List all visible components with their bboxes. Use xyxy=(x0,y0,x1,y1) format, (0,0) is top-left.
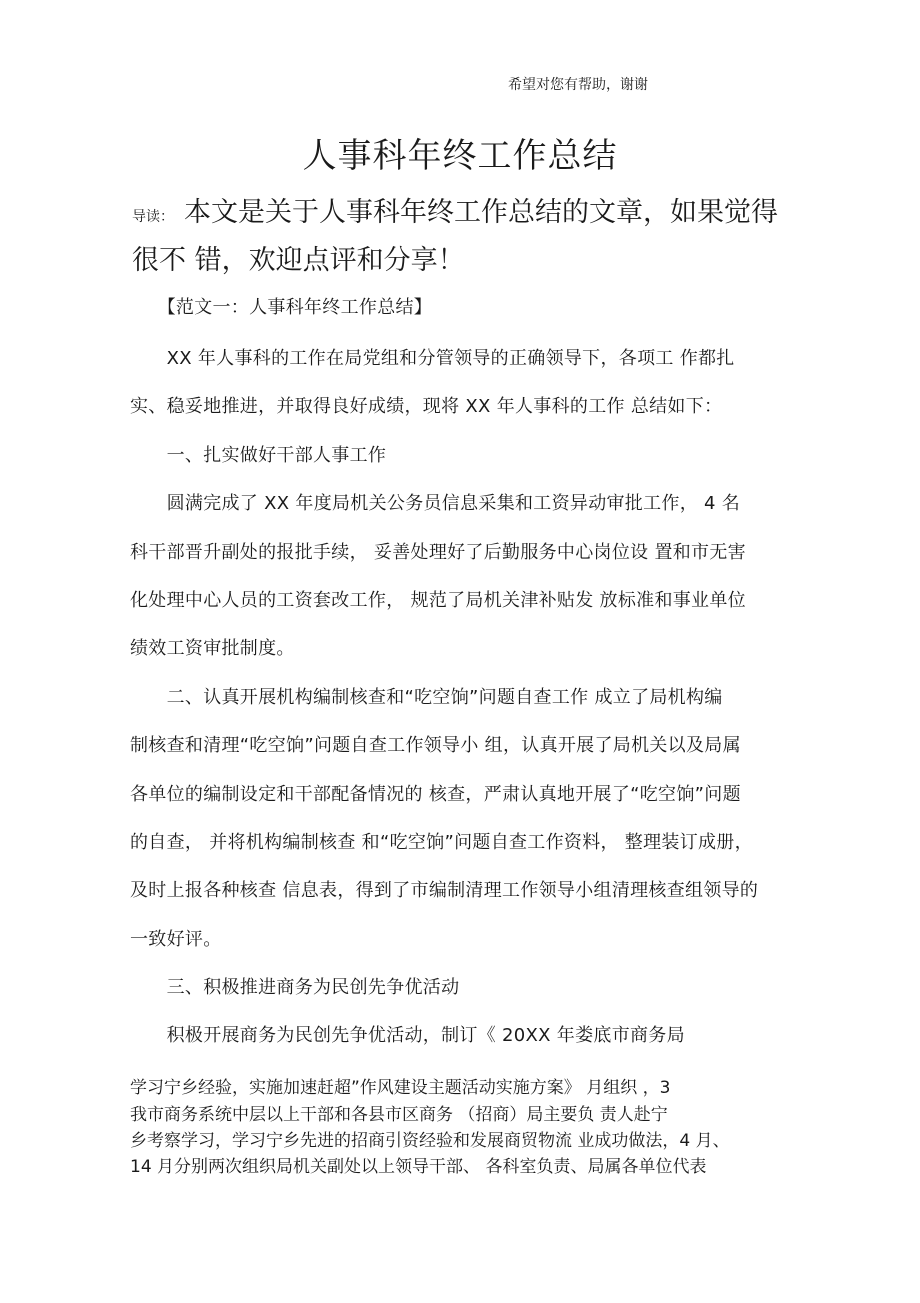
header-note: 希望对您有帮助，谢谢 xyxy=(508,77,648,93)
paragraph-line: 二、认真开展机构编制核查和“吃空饷”问题自查工作 成立了局机构编 xyxy=(130,687,723,708)
paragraph-line: 的自查， 并将机构编制核查 和“吃空饷”问题自查工作资料， 整理装订成册， xyxy=(130,832,753,853)
paragraph-line: 一致好评。 xyxy=(130,929,222,950)
page-title: 人事科年终工作总结 xyxy=(302,136,618,176)
section-heading: 一、扎实做好干部人事工作 xyxy=(130,445,387,466)
paragraph-line: 化处理中心人员的工资套改工作， 规范了局机关津补贴发 放标准和事业单位 xyxy=(130,590,746,611)
paragraph-line: 及时上报各种核查 信息表，得到了市编制清理工作领导小组清理核查组领导的 xyxy=(130,880,759,901)
intro-text-1: 本文是关于人事科年终工作总结的文章，如果觉得 xyxy=(184,197,778,228)
section-heading: 三、积极推进商务为民创先争优活动 xyxy=(130,977,460,998)
section-heading: 【范文一：人事科年终工作总结】 xyxy=(130,297,433,318)
paragraph-line: 我市商务系统中层以上干部和各县市区商务 （招商）局主要负 责人赴宁 xyxy=(130,1105,668,1125)
paragraph-line: 14 月分别两次组织局机关副处以上领导干部、 各科室负责、局属各单位代表 xyxy=(130,1157,707,1177)
paragraph-line: 科干部晋升副处的报批手续， 妥善处理好了后勤服务中心岗位设 置和市无害 xyxy=(130,542,746,563)
paragraph-line: 绩效工资审批制度。 xyxy=(130,638,295,659)
paragraph-line: 圆满完成了 XX 年度局机关公务员信息采集和工资异动审批工作， 4 名 xyxy=(130,493,741,514)
paragraph-line: 实、稳妥地推进，并取得良好成绩，现将 XX 年人事科的工作 总结如下： xyxy=(130,396,723,417)
intro-line-1 xyxy=(132,190,778,229)
paragraph-line: 乡考察学习，学习宁乡先进的招商引资经验和发展商贸物流 业成功做法，4 月、 xyxy=(130,1131,730,1151)
paragraph-line: XX 年人事科的工作在局党组和分管领导的正确领导下，各项工 作都扎 xyxy=(130,348,735,369)
intro-label: 导读： xyxy=(132,209,174,225)
paragraph-line: 学习宁乡经验，实施加速赶超”作风建设主题活动实施方案》 月组织 ，3 xyxy=(130,1078,671,1098)
paragraph-line: 各单位的编制设定和干部配备情况的 核查，严肃认真地开展了“吃空饷”问题 xyxy=(130,784,741,805)
paragraph-line: 积极开展商务为民创先争优活动，制订《 20XX 年娄底市商务局 xyxy=(130,1025,685,1046)
paragraph-line: 制核查和清理“吃空饷”问题自查工作领导小 组，认真开展了局机关以及局属 xyxy=(130,735,741,756)
intro-line-2: 很不 错，欢迎点评和分享！ xyxy=(132,245,465,276)
